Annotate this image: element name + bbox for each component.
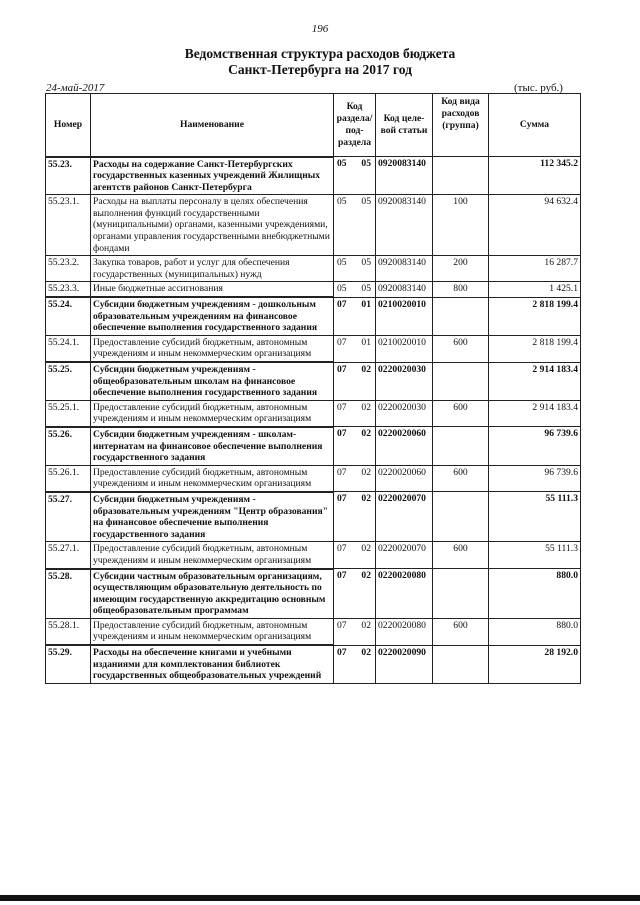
- row-article-code: 0220020080: [376, 569, 433, 619]
- row-subsection: 02: [361, 401, 371, 413]
- row-number: 55.25.: [46, 362, 91, 400]
- row-name: Субсидии бюджетным учреждениям - образовательным учреждениям "Центр образования" на финансовое обеспечение выполнения государственного задания: [91, 492, 334, 542]
- row-name: Расходы на содержание Санкт-Петербургских государственных казенных учреждений Жилищных агентств районов Санкт-Петербурга: [91, 157, 334, 195]
- row-subsection: 02: [361, 646, 371, 658]
- row-amount: 2 914 183.4: [489, 362, 581, 400]
- row-section: 07: [337, 401, 347, 413]
- row-number: 55.23.: [46, 157, 91, 195]
- row-number: 55.26.1.: [46, 465, 91, 492]
- document-title: [0, 46, 640, 78]
- row-section: 07: [337, 543, 347, 555]
- row-amount: 1 425.1: [489, 282, 581, 297]
- budget-table: [45, 93, 581, 684]
- row-expense-group: 200: [433, 256, 489, 282]
- table-row: [46, 400, 581, 427]
- row-subsection: 02: [361, 428, 371, 440]
- table-row: [46, 335, 581, 362]
- row-number: 55.25.1.: [46, 400, 91, 427]
- row-name: Субсидии частным образовательным организациям, осуществляющим образовательную деятельность по имеющим государственную аккредитацию основным общеобразовательным программам: [91, 569, 334, 619]
- row-expense-group: 800: [433, 282, 489, 297]
- document-date: 24-май-2017: [46, 82, 105, 94]
- row-amount: 2 818 199.4: [489, 335, 581, 362]
- row-name: Иные бюджетные ассигнования: [91, 282, 334, 297]
- row-name: Субсидии бюджетным учреждениям - школам-интернатам на финансовое обеспечение выполнения государственного задания: [91, 427, 334, 465]
- row-name: Предоставление субсидий бюджетным, автономным учреждениям и иным некоммерческим организациям: [91, 335, 334, 362]
- title-line-1: Ведомственная структура расходов бюджета: [184, 46, 456, 61]
- row-section-code: [334, 492, 376, 542]
- row-number: 55.27.1.: [46, 542, 91, 569]
- row-amount: 96 739.6: [489, 465, 581, 492]
- row-amount: 16 287.7: [489, 256, 581, 282]
- row-number: 55.24.1.: [46, 335, 91, 362]
- row-subsection: 05: [361, 196, 371, 208]
- row-section-code: [334, 297, 376, 335]
- row-name: Предоставление субсидий бюджетным, автономным учреждениям и иным некоммерческим организациям: [91, 400, 334, 427]
- row-number: 55.28.: [46, 569, 91, 619]
- column-header-amount: Сумма: [489, 94, 581, 157]
- units-label: (тыс. руб.): [514, 82, 563, 94]
- row-amount: 2 818 199.4: [489, 297, 581, 335]
- row-section-code: [334, 569, 376, 619]
- column-header-section: Код раздела/ под- раздела: [334, 94, 376, 157]
- row-subsection: 05: [361, 257, 371, 269]
- row-section-code: [334, 335, 376, 362]
- row-name: Предоставление субсидий бюджетным, автономным учреждениям и иным некоммерческим организациям: [91, 465, 334, 492]
- row-amount: 96 739.6: [489, 427, 581, 465]
- row-amount: 94 632.4: [489, 195, 581, 256]
- row-amount: 880.0: [489, 618, 581, 645]
- row-article-code: 0920083140: [376, 157, 433, 195]
- row-expense-group: 600: [433, 542, 489, 569]
- row-section: 07: [337, 619, 347, 631]
- row-amount: 55 111.3: [489, 492, 581, 542]
- row-article-code: 0220020060: [376, 465, 433, 492]
- row-expense-group: 600: [433, 618, 489, 645]
- row-amount: 2 914 183.4: [489, 400, 581, 427]
- table-row: [46, 256, 581, 282]
- row-name: Расходы на обеспечение книгами и учебными изданиями для комплектования библиотек государственных общеобразовательных учреждений: [91, 645, 334, 683]
- row-subsection: 02: [361, 493, 371, 505]
- row-section-code: [334, 157, 376, 195]
- column-header-name: Наименование: [91, 94, 334, 157]
- table-row: [46, 157, 581, 195]
- table-row: [46, 195, 581, 256]
- scan-bottom-edge: [0, 895, 640, 901]
- row-section-code: [334, 465, 376, 492]
- row-name: Субсидии бюджетным учреждениям - общеобразовательным школам на финансовое обеспечение выполнения государственного задания: [91, 362, 334, 400]
- row-amount: 55 111.3: [489, 542, 581, 569]
- row-number: 55.23.3.: [46, 282, 91, 297]
- row-number: 55.23.1.: [46, 195, 91, 256]
- row-name: Расходы на выплаты персоналу в целях обеспечения выполнения функций государственными (муниципальными) органами, казенными учреждениями, органами управления государственными внебюджетными фондами: [91, 195, 334, 256]
- row-subsection: 01: [361, 336, 371, 348]
- table-row: [46, 465, 581, 492]
- row-article-code: 0220020030: [376, 362, 433, 400]
- row-article-code: 0210020010: [376, 335, 433, 362]
- row-section-code: [334, 618, 376, 645]
- row-article-code: 0210020010: [376, 297, 433, 335]
- row-section: 07: [337, 570, 347, 581]
- table-row: [46, 282, 581, 297]
- row-section-code: [334, 362, 376, 400]
- row-section: 07: [337, 428, 347, 440]
- title-line-2: Санкт-Петербурга на 2017 год: [228, 62, 412, 77]
- row-subsection: 02: [361, 570, 371, 581]
- table-header-row: [46, 94, 581, 157]
- row-section-code: [334, 645, 376, 683]
- table-row: [46, 362, 581, 400]
- row-amount: 112 345.2: [489, 157, 581, 195]
- row-article-code: 0920083140: [376, 282, 433, 297]
- row-subsection: 02: [361, 466, 371, 478]
- row-article-code: 0220020030: [376, 400, 433, 427]
- row-number: 55.29.: [46, 645, 91, 683]
- row-number: 55.28.1.: [46, 618, 91, 645]
- column-header-number: Номер: [46, 94, 91, 157]
- row-expense-group: 600: [433, 465, 489, 492]
- table-row: [46, 427, 581, 465]
- table-row: [46, 618, 581, 645]
- row-section: 07: [337, 298, 347, 310]
- row-amount: 28 192.0: [489, 645, 581, 683]
- row-section: 05: [337, 196, 347, 208]
- row-expense-group: 600: [433, 400, 489, 427]
- row-section-code: [334, 282, 376, 297]
- column-header-article: Код целе- вой статьи: [376, 94, 433, 157]
- table-body: [46, 157, 581, 684]
- row-number: 55.27.: [46, 492, 91, 542]
- row-number: 55.24.: [46, 297, 91, 335]
- row-name: Закупка товаров, работ и услуг для обеспечения государственных (муниципальных) нужд: [91, 256, 334, 282]
- row-expense-group: 600: [433, 335, 489, 362]
- row-article-code: 0220020060: [376, 427, 433, 465]
- row-section: 07: [337, 363, 347, 375]
- row-expense-group: [433, 157, 489, 195]
- row-name: Субсидии бюджетным учреждениям - дошкольным образовательным учреждениям на финансовое обеспечение выполнения государственного задания: [91, 297, 334, 335]
- row-number: 55.23.2.: [46, 256, 91, 282]
- row-section-code: [334, 256, 376, 282]
- row-expense-group: 100: [433, 195, 489, 256]
- row-section-code: [334, 542, 376, 569]
- table-row: [46, 297, 581, 335]
- row-subsection: 05: [361, 158, 371, 169]
- row-section: 07: [337, 336, 347, 348]
- table-row: [46, 492, 581, 542]
- row-section: 07: [337, 646, 347, 658]
- row-section: 05: [337, 283, 347, 295]
- row-section-code: [334, 400, 376, 427]
- row-subsection: 02: [361, 619, 371, 631]
- row-article-code: 0920083140: [376, 195, 433, 256]
- table-row: [46, 542, 581, 569]
- row-article-code: 0220020070: [376, 542, 433, 569]
- row-expense-group: [433, 569, 489, 619]
- row-section: 05: [337, 158, 347, 169]
- row-expense-group: [433, 427, 489, 465]
- row-subsection: 02: [361, 543, 371, 555]
- row-expense-group: [433, 297, 489, 335]
- column-header-group: Код вида расходов (группа): [433, 94, 489, 157]
- row-expense-group: [433, 362, 489, 400]
- row-amount: 880.0: [489, 569, 581, 619]
- row-number: 55.26.: [46, 427, 91, 465]
- row-subsection: 02: [361, 363, 371, 375]
- row-article-code: 0220020080: [376, 618, 433, 645]
- row-article-code: 0220020070: [376, 492, 433, 542]
- row-article-code: 0220020090: [376, 645, 433, 683]
- table-row: [46, 569, 581, 619]
- row-section: 07: [337, 493, 347, 505]
- table-row: [46, 645, 581, 683]
- row-name: Предоставление субсидий бюджетным, автономным учреждениям и иным некоммерческим организациям: [91, 542, 334, 569]
- row-name: Предоставление субсидий бюджетным, автономным учреждениям и иным некоммерческим организациям: [91, 618, 334, 645]
- row-expense-group: [433, 492, 489, 542]
- row-section-code: [334, 427, 376, 465]
- row-subsection: 05: [361, 283, 371, 295]
- row-subsection: 01: [361, 298, 371, 310]
- row-section: 07: [337, 466, 347, 478]
- row-section: 05: [337, 257, 347, 269]
- row-expense-group: [433, 645, 489, 683]
- page-number: 196: [311, 23, 329, 35]
- row-article-code: 0920083140: [376, 256, 433, 282]
- row-section-code: [334, 195, 376, 256]
